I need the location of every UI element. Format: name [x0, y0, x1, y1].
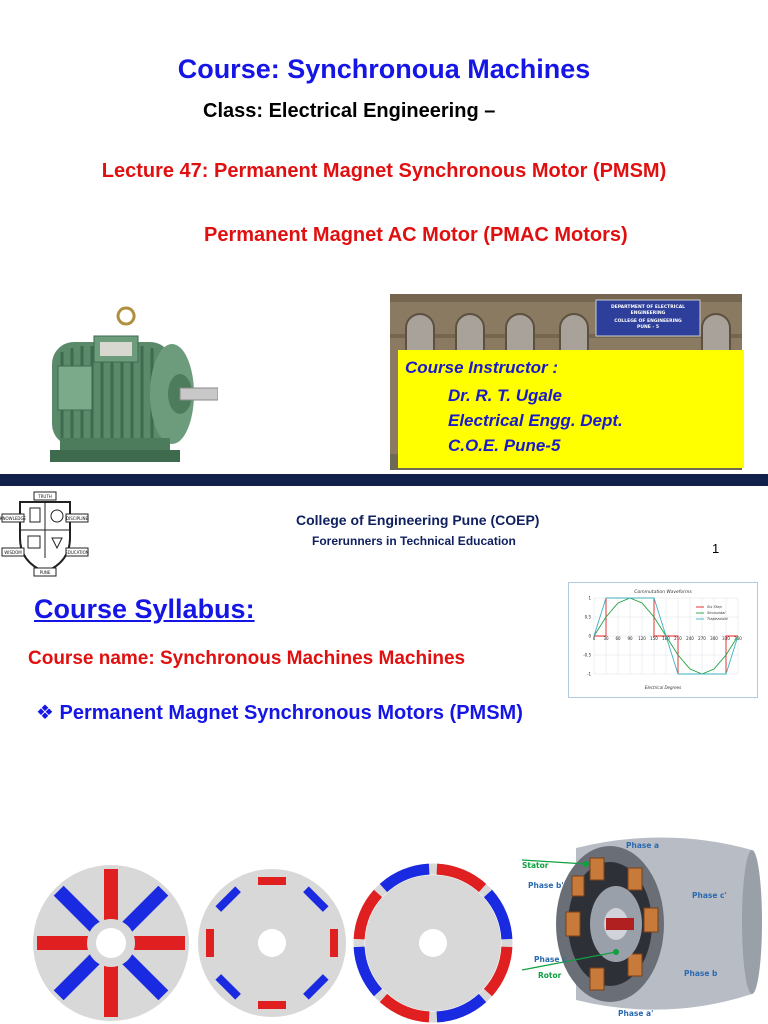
instructor-college: C.O.E. Pune-5 — [448, 436, 561, 455]
x-tick-label: 210 — [674, 636, 682, 641]
surface-magnet-rotor-diagram — [352, 862, 514, 1024]
lecture-subline: Permanent Magnet AC Motor (PMAC Motors) — [204, 224, 628, 246]
course-title: Course: Synchronoua Machines — [177, 54, 591, 84]
course-name: Course name: Synchronous Machines Machines — [28, 648, 466, 669]
pmsm-cutaway-diagram — [516, 828, 766, 1022]
label-phase-a-prime: Phase a' — [618, 1009, 654, 1018]
sign-line-2: ENGINEERING — [630, 311, 666, 316]
sign-line-4: PUNE - 5 — [637, 325, 659, 330]
y-tick-label: -1 — [587, 671, 591, 677]
x-tick-label: 30 — [603, 636, 609, 641]
x-tick-label: 360 — [734, 636, 742, 641]
commutation-waveform-chart — [568, 582, 758, 698]
sign-line-1: DEPARTMENT OF ELECTRICAL — [610, 305, 686, 310]
x-tick-label: 330 — [722, 636, 730, 641]
sign-line-3: COLLEGE OF ENGINEERING — [614, 319, 682, 324]
x-tick-label: 60 — [615, 636, 621, 641]
label-phase-b: Phase b — [684, 969, 718, 978]
label-phase-c: Phase c — [534, 955, 567, 964]
x-tick-label: 300 — [710, 636, 718, 641]
label-rotor: Rotor — [538, 971, 562, 980]
x-tick-label: 270 — [698, 636, 706, 641]
induction-motor-image — [40, 302, 218, 470]
logo-word-6: PUNE — [39, 570, 51, 575]
legend-label: Trapezoidal — [707, 617, 728, 621]
spoke-magnet-rotor-diagram — [30, 862, 192, 1024]
label-phase-a: Phase a — [626, 841, 660, 850]
chart-title: Commutation Waveforms — [634, 590, 692, 595]
y-tick-label: 0.5 — [584, 614, 591, 620]
interior-magnet-rotor-diagram — [196, 862, 348, 1024]
slide-divider-bar — [0, 474, 768, 486]
instructor-dept: Electrical Engg. Dept. — [448, 411, 623, 430]
x-tick-label: 150 — [650, 636, 658, 641]
legend-label: Six Step — [707, 605, 722, 609]
instructor-box — [398, 350, 744, 468]
class-line: Class: Electrical Engineering – — [203, 100, 496, 122]
college-name: College of Engineering Pune (COEP) — [296, 512, 540, 528]
instructor-heading: Course Instructor : — [405, 358, 559, 377]
coep-logo-icon — [0, 488, 90, 578]
lecture-line: Lecture 47: Permanent Magnet Synchronous Motor (PMSM) — [101, 160, 667, 182]
chart-xlabel: Electrical Degrees — [644, 685, 682, 690]
legend-label: Sinusoidal — [707, 611, 726, 615]
y-tick-label: 1 — [588, 595, 591, 601]
instructor-name: Dr. R. T. Ugale — [448, 386, 562, 405]
x-tick-label: 180 — [662, 636, 670, 641]
x-tick-label: 240 — [686, 636, 694, 641]
label-phase-c-prime: Phase c' — [692, 891, 727, 900]
logo-word-4: WISDOM — [4, 550, 22, 555]
college-motto: Forerunners in Technical Education — [312, 534, 516, 548]
logo-word-2: KNOWLEDGE — [0, 516, 27, 521]
y-tick-label: 0 — [588, 633, 591, 639]
logo-word-5: EDUCATION — [65, 550, 89, 555]
page-number: 1 — [712, 541, 720, 556]
x-tick-label: 0 — [592, 636, 596, 641]
y-tick-label: -0.5 — [583, 652, 591, 658]
syllabus-heading: Course Syllabus: — [34, 594, 255, 624]
label-stator: Stator — [522, 861, 549, 870]
syllabus-bullet: ❖ Permanent Magnet Synchronous Motors (PMSM) — [36, 702, 523, 724]
x-tick-label: 120 — [638, 636, 646, 641]
logo-word-1: TRUTH — [38, 494, 52, 499]
x-tick-label: 90 — [627, 636, 633, 641]
logo-word-3: DISCIPLINE — [65, 516, 89, 521]
label-phase-b-prime: Phase b' — [528, 881, 564, 890]
